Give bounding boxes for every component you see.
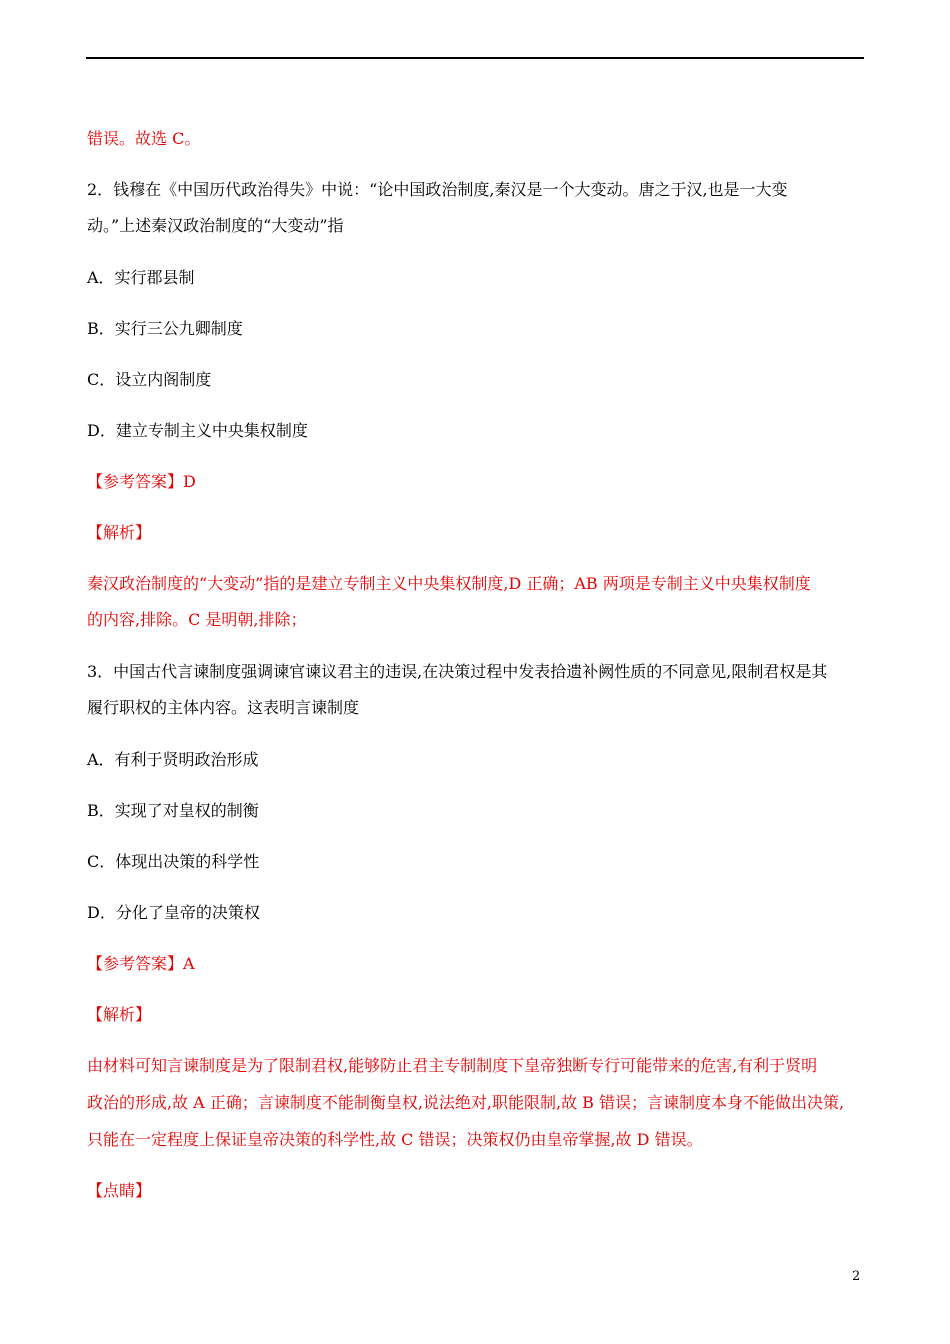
- q3-option-c: C．体现出决策的科学性: [87, 852, 260, 871]
- q3-analysis-heading: 【解析】: [87, 1005, 152, 1024]
- q3-option-d: D．分化了皇帝的决策权: [87, 903, 260, 922]
- q3-answer: 【参考答案】A: [87, 954, 195, 973]
- q2-stem-line-1: 2．钱穆在《中国历代政治得失》中说：“论中国政治制度,秦汉是一个大变动。唐之于汉,也是一大变: [87, 180, 788, 199]
- q3-comment-heading: 【点睛】: [87, 1181, 152, 1200]
- q2-option-c: C．设立内阁制度: [87, 370, 212, 389]
- q3-analysis-line-3: 只能在一定程度上保证皇帝决策的科学性,故 C 错误；决策权仍由皇帝掌握,故 D 错误。: [87, 1130, 703, 1149]
- q2-analysis-line-1: 秦汉政治制度的“大变动”指的是建立专制主义中央集权制度,D 正确；AB 两项是专制主义中央集权制度: [87, 574, 811, 593]
- q3-stem-line-2: 履行职权的主体内容。这表明言谏制度: [87, 698, 360, 717]
- q2-option-b: B．实行三公九卿制度: [87, 319, 243, 338]
- q3-analysis-line-1: 由材料可知言谏制度是为了限制君权,能够防止君主专制制度下皇帝独断专行可能带来的危害,有利于贤明: [87, 1056, 818, 1075]
- q2-analysis-heading: 【解析】: [87, 523, 152, 542]
- q2-option-d: D．建立专制主义中央集权制度: [87, 421, 308, 440]
- continued-analysis-text: 错误。故选 C。: [87, 129, 201, 148]
- q2-analysis-line-2: 的内容,排除。C 是明朝,排除；: [87, 610, 307, 629]
- header-rule: [86, 57, 864, 59]
- q3-option-a: A．有利于贤明政治形成: [87, 750, 259, 769]
- q3-option-b: B．实现了对皇权的制衡: [87, 801, 259, 820]
- q3-stem-line-1: 3．中国古代言谏制度强调谏官谏议君主的违误,在决策过程中发表拾遗补阙性质的不同意见,限制君权是其: [87, 662, 828, 681]
- q2-stem-line-2: 动。”上述秦汉政治制度的“大变动”指: [87, 216, 344, 235]
- page-number: 2: [852, 1269, 861, 1284]
- q3-analysis-line-2: 政治的形成,故 A 正确；言谏制度不能制衡皇权,说法绝对,职能限制,故 B 错误；言谏制度本身不能做出决策,: [87, 1093, 845, 1112]
- q2-option-a: A．实行郡县制: [87, 268, 195, 287]
- q2-answer: 【参考答案】D: [87, 472, 196, 491]
